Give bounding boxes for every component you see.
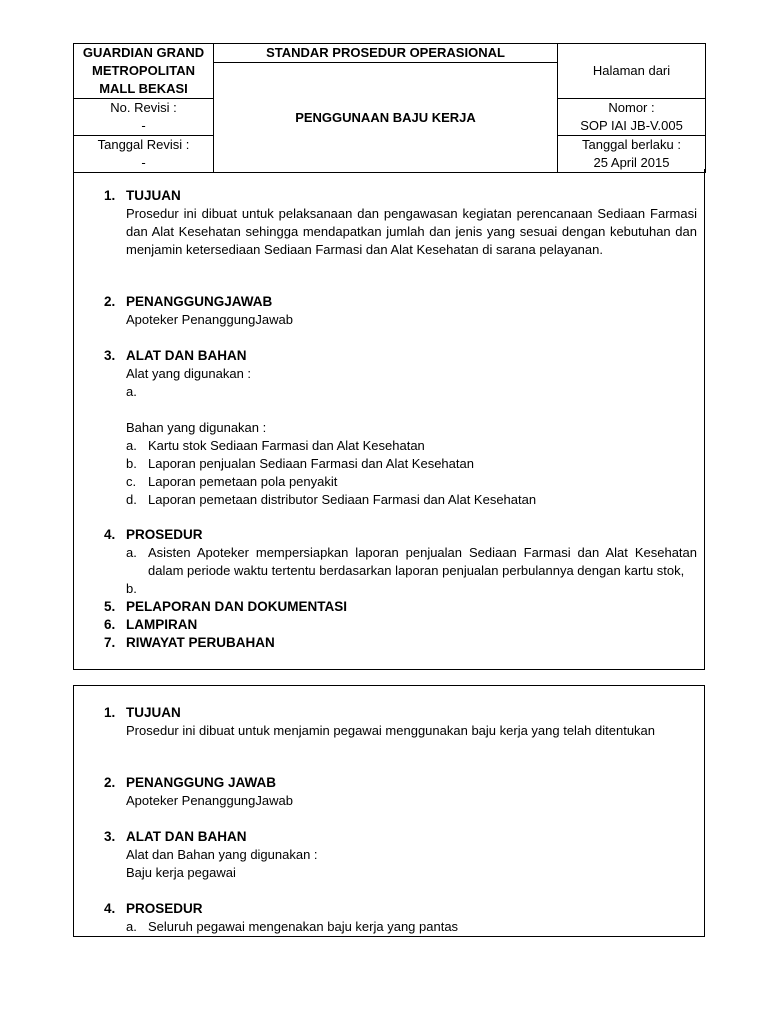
effective-date-label: Tanggal berlaku :: [581, 137, 681, 152]
section-heading-lampiran: 6. LAMPIRAN: [104, 617, 198, 632]
list-item: a. Seluruh pegawai mengenakan baju kerja yang pantas: [126, 919, 459, 934]
section-text: Baju kerja pegawai: [126, 865, 236, 880]
list-item: b. Laporan penjualan Sediaan Farmasi dan Alat Kesehatan: [126, 456, 474, 471]
section-penanggung-jawab: [104, 774, 697, 810]
list-item: d. Laporan pemetaan distributor Sediaan Farmasi dan Alat Kesehatan: [126, 492, 537, 507]
section-alat-bahan: [104, 828, 697, 882]
list-item: a. Kartu stok Sediaan Farmasi dan Alat Kesehatan: [126, 438, 425, 453]
section-text: Apoteker PenanggungJawab: [126, 793, 293, 808]
document-title: PENGGUNAAN BAJU KERJA: [214, 63, 558, 173]
section-heading: 2. PENANGGUNGJAWAB: [104, 294, 273, 309]
document-number-label: Nomor :: [608, 100, 655, 115]
tools-item: a.: [126, 384, 137, 399]
section-text: Prosedur ini dibuat untuk pelaksanaan dan pengawasan kegiatan perencanaan Sediaan Farmasi dan Alat Kesehatan sehingga mendapatkan jumlah dan jenis yang sesuai dengan kebutuhan dan menjamin ketersediaan Sediaan Farmasi dan Alat Kesehatan di sarana pelayanan.: [126, 206, 697, 257]
section-heading: 4. PROSEDUR: [104, 527, 203, 542]
section-heading-riwayat: 7. RIWAYAT PERUBAHAN: [104, 635, 275, 650]
section-penanggungjawab: [104, 293, 697, 329]
list-item: b.: [126, 581, 137, 596]
section-text: Apoteker PenanggungJawab: [126, 312, 293, 327]
procedure-box-1: [73, 169, 705, 670]
materials-label: Bahan yang digunakan :: [126, 420, 267, 435]
document-number-value: SOP IAI JB-V.005: [580, 118, 683, 133]
revision-date-cell: [74, 136, 214, 173]
section-heading: 1. TUJUAN: [104, 705, 181, 720]
section-heading: 4. PROSEDUR: [104, 901, 203, 916]
section-heading: 3. ALAT DAN BAHAN: [104, 829, 247, 844]
list-item: a. Asisten Apoteker mempersiapkan laporan penjualan Sediaan Farmasi dan Alat Kesehatan dalam periode waktu tertentu berdasarkan laporan penjualan perbulannya dengan kartu stok,: [126, 545, 697, 578]
revision-date-label: Tanggal Revisi :: [97, 137, 190, 152]
section-heading-pelaporan: 5. PELAPORAN DAN DOKUMENTASI: [104, 599, 348, 614]
revision-number-cell: [74, 99, 214, 136]
section-prosedur: [104, 900, 697, 936]
sop-header-table: [73, 43, 706, 173]
procedure-box-2: [73, 685, 705, 937]
section-tujuan: [104, 704, 697, 740]
section-heading: 2. PENANGGUNG JAWAB: [104, 775, 277, 790]
section-label: Alat dan Bahan yang digunakan :: [126, 847, 318, 862]
document-number-cell: [558, 99, 706, 136]
revision-number-label: No. Revisi :: [110, 100, 177, 115]
page-label: Halaman dari: [558, 44, 706, 99]
section-text: Prosedur ini dibuat untuk menjamin pegawai menggunakan baju kerja yang telah ditentukan: [126, 723, 656, 738]
section-heading: 3. ALAT DAN BAHAN: [104, 348, 247, 363]
organization-name: GUARDIAN GRAND METROPOLITAN MALL BEKASI: [74, 44, 214, 99]
section-alat-bahan: [104, 347, 697, 509]
sop-title: STANDAR PROSEDUR OPERASIONAL: [214, 44, 558, 63]
section-prosedur: [104, 526, 697, 652]
effective-date-cell: [558, 136, 706, 173]
section-tujuan: [104, 187, 697, 259]
tools-label: Alat yang digunakan :: [126, 366, 252, 381]
revision-number-value: -: [141, 118, 146, 133]
list-item: c. Laporan pemetaan pola penyakit: [126, 474, 338, 489]
revision-date-value: -: [141, 155, 146, 170]
effective-date-value: 25 April 2015: [593, 155, 670, 170]
section-heading: 1. TUJUAN: [104, 188, 181, 203]
